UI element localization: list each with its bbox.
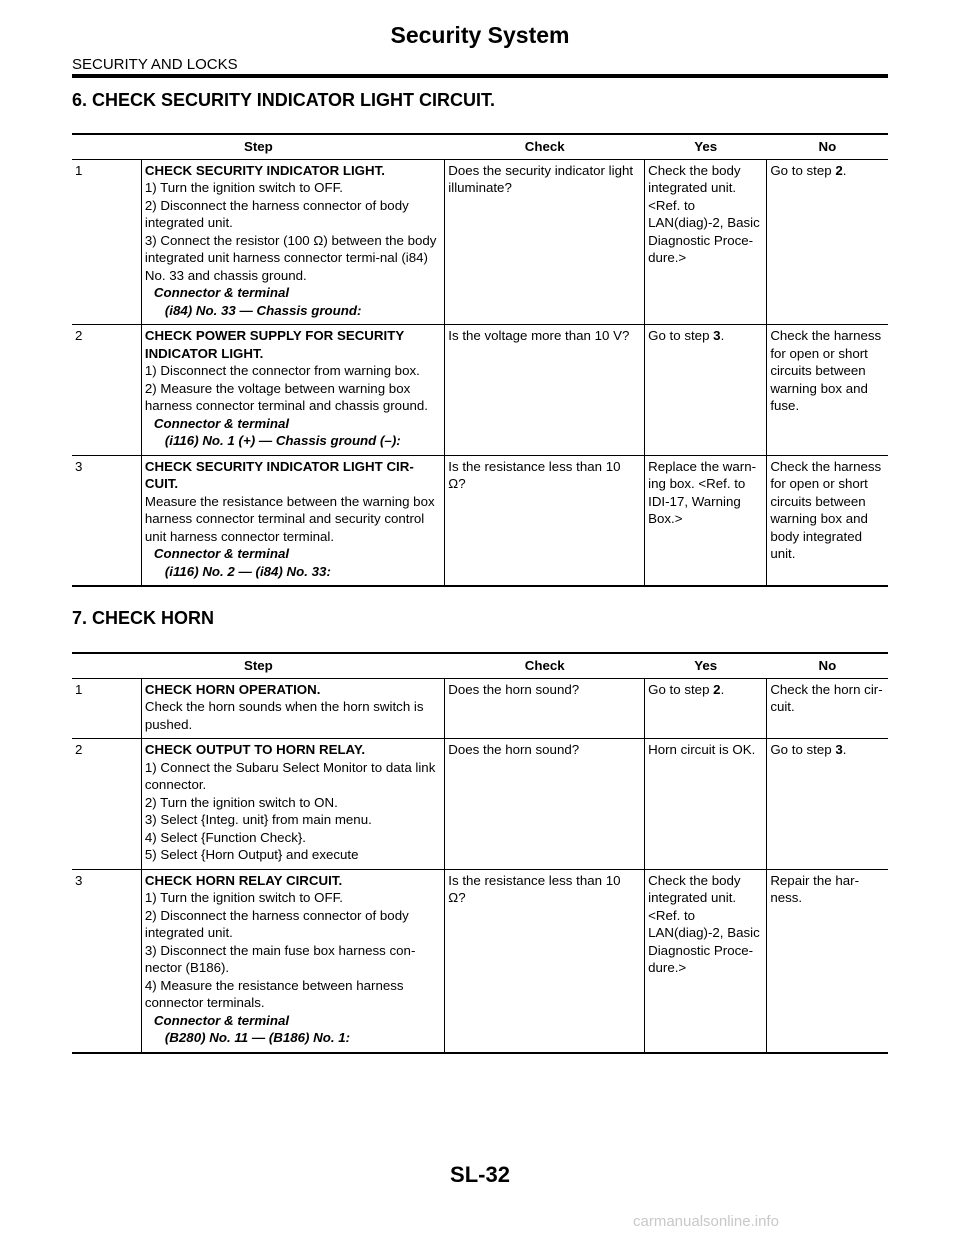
header-divider [72,74,888,78]
column-header-yes: Yes [645,653,767,678]
table-row [72,739,888,870]
yes-action: Check the body integrated unit. <Ref. to LAN(diag)-2, Basic Diagnostic Proce-dure.> [645,869,767,1053]
yes-action: Replace the warn-ing box. <Ref. to IDI-17, Warning Box.> [645,455,767,586]
connector-label: Connector & terminal [153,546,290,561]
yes-action [645,678,767,739]
table-header-row [72,134,888,159]
step-instruction: 2) Disconnect the harness connector of body integrated unit. [144,907,409,940]
table-row [72,325,888,456]
step-description [141,455,444,586]
column-header-check: Check [445,134,645,159]
step-number: 3 [72,455,141,586]
check-question: Does the security indicator light illuminate? [445,159,645,325]
connector-value: (i116) No. 1 (+) — Chassis ground (–): [164,433,401,448]
step-instruction: Check the horn sounds when the horn switch is pushed. [144,699,424,732]
column-header-step: Step [72,134,445,159]
step-number: 1 [72,678,141,739]
section-6-table [72,133,888,587]
step-reference: 2 [713,681,721,697]
section-7-table [72,652,888,1054]
no-action: Repair the har-ness. [767,869,888,1053]
step-instruction: 1) Turn the ignition switch to OFF. [144,890,343,905]
step-instruction: 4) Measure the resistance between harness connector terminals. [144,977,404,1010]
section-header: SECURITY AND LOCKS [72,56,238,73]
step-instruction: Measure the resistance between the warning box harness connector terminal and security control unit harness connector terminal. [144,493,435,544]
check-question: Is the resistance less than 10 Ω? [445,455,645,586]
connector-value: (i116) No. 2 — (i84) No. 33: [164,563,331,579]
step-description [141,869,444,1053]
connector-label: Connector & terminal [153,285,290,300]
yes-action-text: Go to step [648,681,714,697]
step-reference: 3 [835,742,843,757]
step-title: CHECK SECURITY INDICATOR LIGHT. [144,162,385,178]
step-instruction: 3) Select {Integ. unit} from main menu. [144,812,372,827]
check-question: Does the horn sound? [445,739,645,870]
page-number: SL-32 [450,1162,510,1187]
step-instruction: 5) Select {Horn Output} and execute [144,847,359,862]
table-row [72,678,888,739]
no-action-suffix: . [842,162,847,178]
step-instruction: 2) Turn the ignition switch to ON. [144,794,338,810]
yes-action: Check the body integrated unit. <Ref. to LAN(diag)-2, Basic Diagnostic Proce-dure.> [645,159,767,325]
table-header-row [72,653,888,678]
step-instruction: 2) Measure the voltage between warning box harness connector terminal and chassis ground. [144,380,428,413]
table-row [72,159,888,325]
yes-action: Horn circuit is OK. [645,739,767,870]
step-title: CHECK POWER SUPPLY FOR SECURITY INDICATOR LIGHT. [144,328,404,361]
table-row [72,455,888,586]
section-7-heading: 7. CHECK HORN [72,608,215,628]
no-action: Check the harness for open or short circuits between warning box and fuse. [767,325,888,456]
column-header-step: Step [72,653,445,678]
step-instruction: 4) Select {Function Check}. [144,829,307,845]
no-action-text: Go to step [770,742,836,757]
connector-value: (B280) No. 11 — (B186) No. 1: [164,1030,351,1045]
step-description [141,159,444,325]
step-description [141,325,444,456]
page-title: Security System [390,22,570,48]
step-title: CHECK HORN OPERATION. [144,681,321,697]
step-instruction: 1) Connect the Subaru Select Monitor to data link connector. [144,759,436,792]
no-action-text: Go to step [770,162,836,178]
check-question: Is the resistance less than 10 Ω? [445,869,645,1053]
section-6-heading: 6. CHECK SECURITY INDICATOR LIGHT CIRCUIT. [72,90,496,110]
column-header-no: No [767,134,888,159]
yes-action-text: Go to step [648,328,714,343]
step-reference: 2 [835,162,843,178]
no-action: Check the horn cir-cuit. [767,678,888,739]
step-description [141,739,444,870]
column-header-check: Check [445,653,645,678]
connector-value: (i84) No. 33 — Chassis ground: [164,302,362,318]
no-action [767,159,888,325]
step-title: CHECK SECURITY INDICATOR LIGHT CIR-CUIT. [144,458,414,491]
step-number: 1 [72,159,141,325]
step-number: 2 [72,739,141,870]
connector-label: Connector & terminal [153,1012,290,1028]
table-row [72,869,888,1053]
step-title: CHECK OUTPUT TO HORN RELAY. [144,742,366,757]
step-instruction: 1) Turn the ignition switch to OFF. [144,180,343,195]
check-question: Does the horn sound? [445,678,645,739]
no-action: Check the harness for open or short circuits between warning box and body integrated unit. [767,455,888,586]
step-number: 2 [72,325,141,456]
step-instruction: 3) Disconnect the main fuse box harness con-nector (B186). [144,942,416,975]
yes-action-suffix: . [720,681,725,697]
check-question: Is the voltage more than 10 V? [445,325,645,456]
step-number: 3 [72,869,141,1053]
watermark: carmanualsonline.info [633,1213,779,1230]
yes-action-suffix: . [720,328,725,343]
no-action-suffix: . [842,742,847,757]
step-instruction: 1) Disconnect the connector from warning box. [144,363,420,378]
step-instruction: 2) Disconnect the harness connector of body integrated unit. [144,197,409,230]
step-reference: 3 [713,328,721,343]
no-action [767,739,888,870]
column-header-yes: Yes [645,134,767,159]
step-title: CHECK HORN RELAY CIRCUIT. [144,872,343,888]
yes-action [645,325,767,456]
step-description [141,678,444,739]
connector-label: Connector & terminal [153,415,290,431]
step-instruction: 3) Connect the resistor (100 Ω) between the body integrated unit harness connector termi-nal (i84) No. 33 and chassis ground. [144,232,437,283]
column-header-no: No [767,653,888,678]
